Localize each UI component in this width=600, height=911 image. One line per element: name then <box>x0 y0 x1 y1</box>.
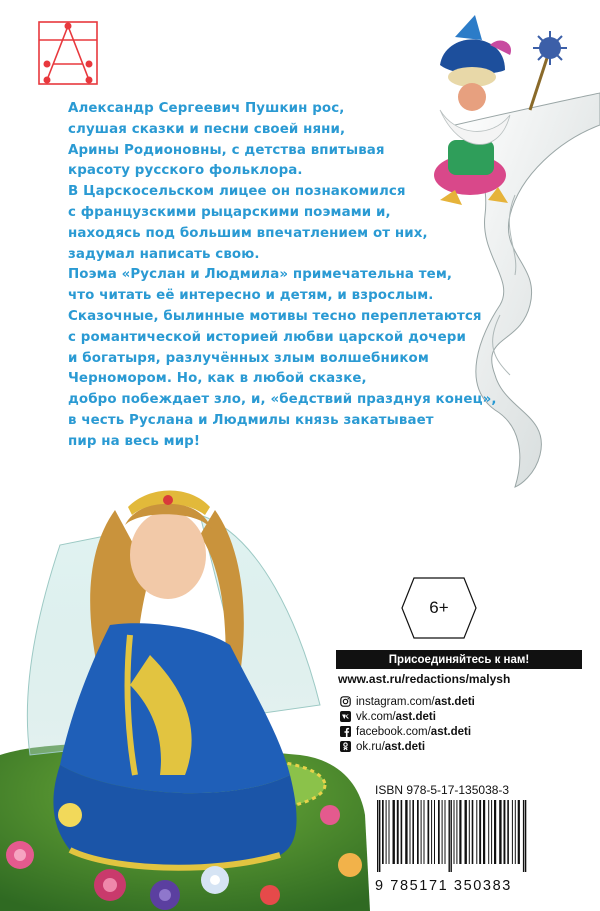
barcode-bar <box>393 800 395 864</box>
barcode-bar <box>442 800 443 864</box>
barcode-bar <box>405 800 407 864</box>
barcode-bar <box>386 800 387 864</box>
instagram-icon <box>340 696 351 707</box>
barcode-bar <box>499 800 501 864</box>
social-link-instagram[interactable] <box>340 694 475 709</box>
barcode-bar <box>428 800 430 864</box>
barcode-bar <box>512 800 513 864</box>
social-link-vk[interactable] <box>340 709 475 724</box>
description-line: Сказочные, былинные мотивы тесно переплетаются <box>68 308 482 324</box>
description-line: и богатыря, разлучённых злым волшебником <box>68 350 429 366</box>
barcode-bar <box>472 800 474 864</box>
social-link-odnoklassniki[interactable] <box>340 739 475 754</box>
barcode-bar <box>431 800 432 864</box>
barcode-digits: 9 785171 350383 <box>375 878 512 894</box>
join-us-banner: Присоединяйтесь к нам! <box>336 650 582 669</box>
barcode-bar <box>476 800 477 864</box>
facebook-icon <box>340 726 351 737</box>
description-line: Черномором. Но, как в любой сказке, <box>68 371 367 387</box>
social-prefix: instagram.com/ <box>356 695 435 708</box>
barcode-bar <box>469 800 470 864</box>
barcode-bar <box>421 800 422 864</box>
social-handle: ast.deti <box>430 725 472 738</box>
barcode-guard-bar <box>377 800 378 872</box>
isbn-label: ISBN 978-5-17-135038-3 <box>375 783 510 797</box>
social-prefix: facebook.com/ <box>356 725 431 738</box>
social-handle: ast.deti <box>384 740 426 753</box>
odnoklassniki-icon <box>340 741 351 752</box>
barcode-bar <box>410 800 411 864</box>
description-line: слушая сказки и песни своей няни, <box>68 121 346 137</box>
description-line: находясь под большим впечатлением от них, <box>68 225 428 241</box>
barcode-guard-bar <box>379 800 380 872</box>
barcode-bar <box>488 800 489 864</box>
barcode-bar <box>491 800 492 864</box>
lyudmila-illustration <box>0 455 370 911</box>
barcode-bar <box>424 800 425 864</box>
description-line: Поэма «Руслан и Людмила» примечательна тем, <box>68 267 453 283</box>
social-prefix: vk.com/ <box>356 710 396 723</box>
book-description <box>68 99 508 453</box>
barcode-bar <box>483 800 485 864</box>
barcode-bar <box>504 800 506 864</box>
barcode-bar <box>518 800 520 864</box>
social-handle: ast.deti <box>434 695 475 708</box>
description-line: что читать её интересно и детям, и взрослым. <box>68 288 434 304</box>
barcode-guard-bar <box>451 800 452 872</box>
description-line: красоту русского фольклора. <box>68 163 303 179</box>
barcode-bar <box>507 800 509 864</box>
barcode-bar <box>397 800 399 864</box>
age-rating-label: 6+ <box>429 598 449 617</box>
description-line: задумал написать свою. <box>68 246 260 262</box>
social-prefix: ok.ru/ <box>356 740 385 753</box>
barcode-bar <box>465 800 467 864</box>
social-links <box>340 694 475 754</box>
barcode-bar <box>401 800 403 864</box>
barcode-bar <box>445 800 446 864</box>
description-line: добро побеждает зло, и, «бедствий празднуя конец», <box>68 392 497 408</box>
description-line: с французскими рыцарскими поэмами и, <box>68 204 391 220</box>
barcode-bar <box>456 800 457 864</box>
publisher-logo <box>37 20 99 86</box>
description-line: Александр Сергеевич Пушкин рос, <box>68 101 345 116</box>
barcode-bar <box>479 800 481 864</box>
barcode-bar <box>434 800 435 864</box>
description-line: пир на весь мир! <box>68 433 201 449</box>
barcode-guard-bar <box>449 800 450 872</box>
barcode-guard-bar <box>523 800 524 872</box>
social-handle: ast.deti <box>395 710 436 723</box>
website-link[interactable]: www.ast.ru/redactions/malysh <box>338 672 511 686</box>
barcode-bar <box>438 800 440 864</box>
ast-logo-icon <box>39 22 97 84</box>
barcode-bar <box>459 800 461 864</box>
vk-icon <box>340 711 351 722</box>
barcode-guard-bar <box>525 800 526 872</box>
description-line: В Царскосельском лицее он познакомился <box>68 184 406 200</box>
social-link-facebook[interactable] <box>340 724 475 739</box>
barcode-bar <box>389 800 390 864</box>
barcode-bar <box>382 800 384 864</box>
barcode-bar <box>515 800 516 864</box>
description-line: в честь Руслана и Людмилы князь закатывает <box>68 412 434 428</box>
barcode-bar <box>494 800 496 864</box>
barcode <box>361 800 582 872</box>
barcode-bar <box>412 800 414 864</box>
barcode-bar <box>454 800 455 864</box>
age-rating-badge <box>400 576 478 640</box>
description-line: Арины Родионовны, с детства впитывая <box>68 142 385 158</box>
description-line: с романтической историей любви царской дочери <box>68 329 466 345</box>
barcode-bar <box>417 800 419 864</box>
